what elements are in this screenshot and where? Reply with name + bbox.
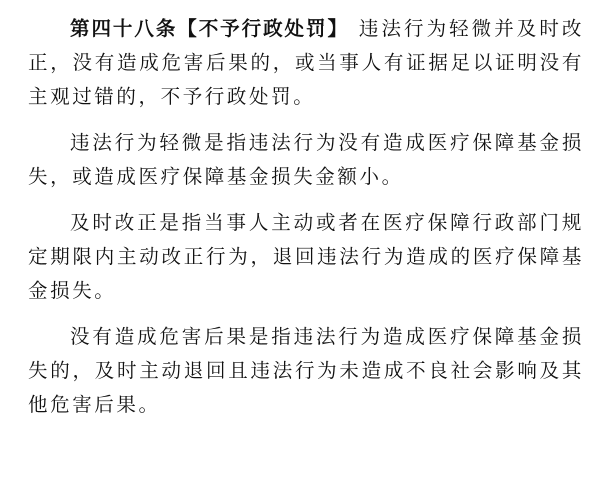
article-lead-paragraph <box>28 12 584 114</box>
article-lead-text: 违法行为轻微并及时改正，没有造成危害后果的，或当事人有证据足以证明没有主观过错的，不予行政处罚。 <box>28 17 584 108</box>
document-body <box>28 12 584 434</box>
paragraph-timely-correction: 及时改正是指当事人主动或者在医疗保障行政部门规定期限内主动改正行为，退回违法行为造成的医疗保障基金损失。 <box>28 211 584 302</box>
paragraph-no-harmful-consequence: 没有造成危害后果是指违法行为造成医疗保障基金损失的，及时主动退回且违法行为未造成不良社会影响及其他危害后果。 <box>28 325 584 416</box>
article-title: 第四十八条【不予行政处罚】 <box>70 17 349 40</box>
paragraph-minor-violation: 违法行为轻微是指违法行为没有造成医疗保障基金损失，或造成医疗保障基金损失金额小。 <box>28 131 584 188</box>
